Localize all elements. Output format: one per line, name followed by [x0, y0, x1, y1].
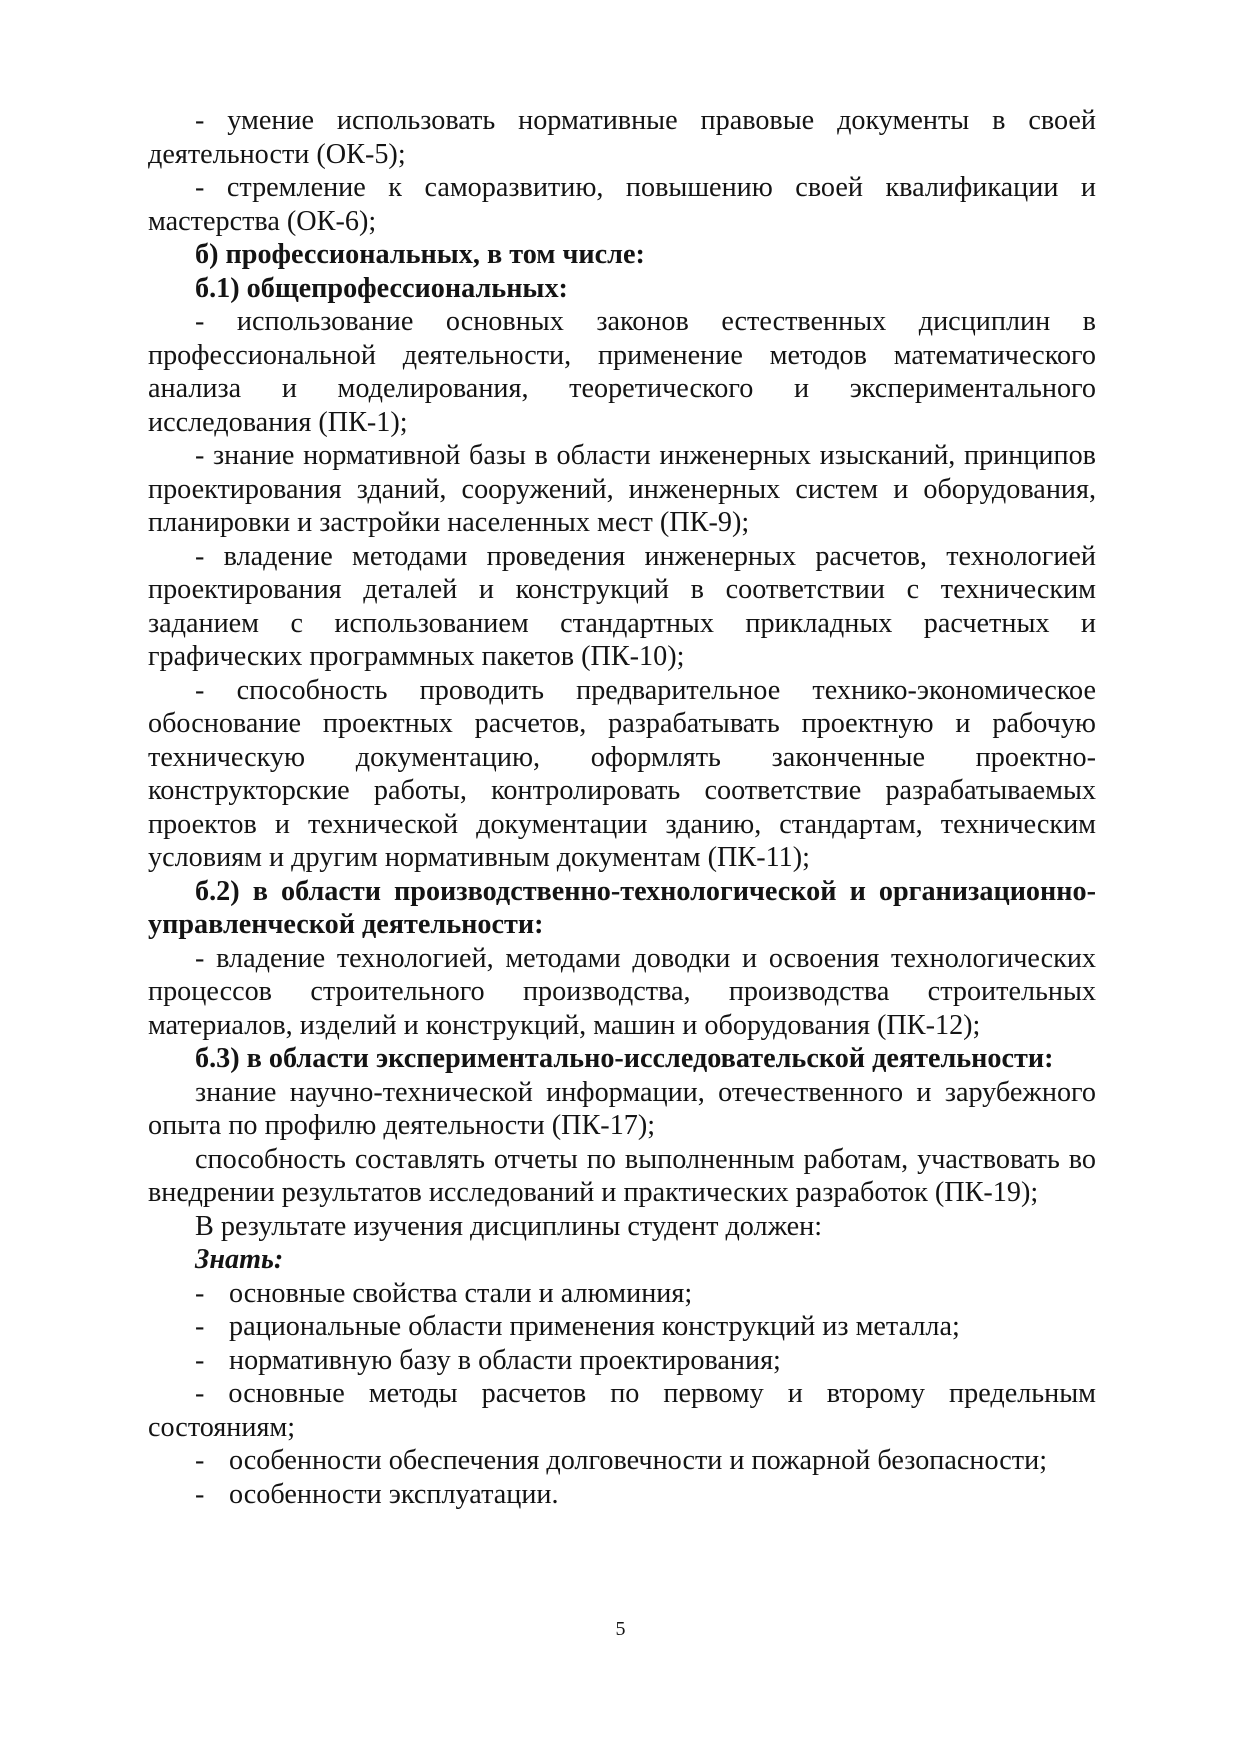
page-number: 5 [615, 1618, 626, 1640]
paragraph-pk19: способность составлять отчеты по выполненным работам, участвовать во внедрении результатов исследований и практических разработок (ПК-19); [148, 1143, 1096, 1208]
list-item-limit-states: - основные методы расчетов по первому и второму предельным состояниям; [148, 1378, 1096, 1443]
list-item-text: основные свойства стали и алюминия; [229, 1277, 693, 1309]
paragraph-pk12: - владение технологией, методами доводки и освоения технологических процессов строительного производства, производства строительных материалов, изделий и конструкций, машин и оборудования (ПК-12); [148, 942, 1096, 1041]
paragraph-pk17: знание научно-технической информации, отечественного и зарубежного опыта по профилю деятельности (ПК-17); [148, 1076, 1096, 1141]
list-marker: - [195, 1344, 205, 1376]
heading-general-professional: б.1) общепрофессиональных: [195, 272, 568, 304]
heading-know: Знать: [195, 1244, 284, 1275]
list-item [148, 1444, 1096, 1478]
list-item [148, 1277, 1096, 1311]
paragraph-ok6: - стремление к саморазвитию, повышению своей квалификации и мастерства (ОК-6); [148, 172, 1096, 237]
paragraph-result-intro: В результате изучения дисциплины студент должен: [195, 1210, 823, 1242]
list-marker: - [195, 1445, 205, 1476]
paragraph-pk1: - использование основных законов естественных дисциплин в профессиональной деятельности, применение методов математического анализа и моделирования, теоретического и экспериментального исследования (ПК-1); [148, 306, 1096, 438]
paragraph-pk9: - знание нормативной базы в области инженерных изысканий, принципов проектирования зданий, сооружений, инженерных систем и оборудования, планировки и застройки населенных мест (ПК-9); [148, 440, 1096, 538]
list-marker: - [195, 1311, 205, 1342]
paragraph-pk11: - способность проводить предварительное технико-экономическое обоснование проектных расчетов, разрабатывать проектную и рабочую техническую документацию, оформлять законченные проектно-конструкторские работы, контролировать соответствие разрабатываемых проектов и технической документации зданию, стандартам, техническим условиям и другим нормативным документам (ПК-11); [148, 674, 1096, 873]
paragraph-pk10: - владение методами проведения инженерных расчетов, технологией проектирования деталей и конструкций в соответствии с техническим заданием с использованием стандартных прикладных расчетных и графических программных пакетов (ПК-10); [148, 540, 1096, 672]
list-marker: - [195, 1478, 205, 1510]
page-body [148, 104, 1096, 1511]
list-item-text: рациональные области применения конструкций из металла; [229, 1311, 960, 1342]
paragraph-ok5: - умение использовать нормативные правовые документы в своей деятельности (ОК-5); [148, 105, 1096, 170]
list-item-text: особенности обеспечения долговечности и пожарной безопасности; [229, 1445, 1048, 1476]
heading-professional: б) профессиональных, в том числе: [195, 239, 645, 270]
list-item-text: особенности эксплуатации. [229, 1478, 559, 1510]
list-item [148, 1344, 1096, 1378]
heading-production-technological: б.2) в области производственно-технологической и организационно-управленческой деятельности: [148, 875, 1096, 940]
list-item [148, 1310, 1096, 1344]
list-item [148, 1478, 1096, 1512]
list-marker: - [195, 1277, 205, 1309]
heading-experimental-research: б.3) в области экспериментально-исследовательской деятельности: [195, 1043, 1054, 1074]
list-item-text: нормативную базу в области проектирования; [229, 1344, 781, 1376]
